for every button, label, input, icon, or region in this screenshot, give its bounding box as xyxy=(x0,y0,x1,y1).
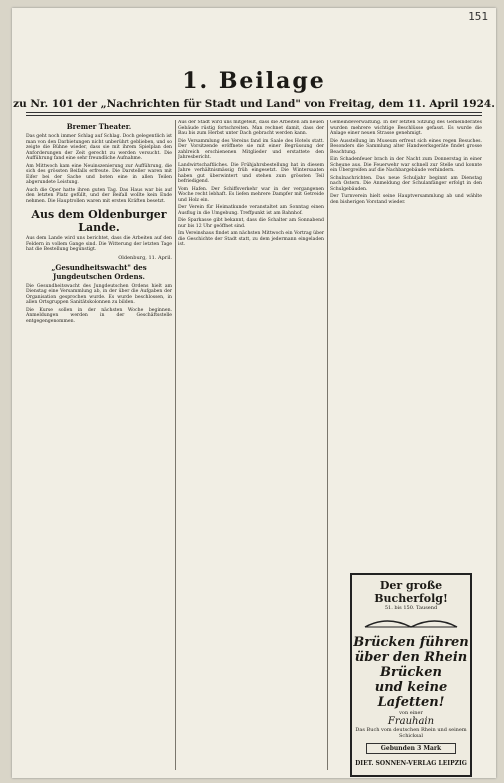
article-paragraph: Der Turnverein hielt seine Hauptversammlung ab und wählte den bisherigen Vorstand wieder. xyxy=(330,194,482,205)
section-heading: Aus dem Oldenburger Lande. xyxy=(31,208,167,234)
article-paragraph: Die Sparkasse gibt bekannt, dass die Schalter am Sonnabend nur bis 12 Uhr geöffnet sind. xyxy=(178,218,324,229)
dateline: Oldenburg, 11. April. xyxy=(118,254,172,261)
article-paragraph: Der Verein für Heimatkunde veranstaltet am Sonntag einen Ausflug in die Umgebung. Treffpunkt ist am Bahnhof. xyxy=(178,205,324,216)
header-rule-bottom xyxy=(26,115,482,116)
newspaper-page xyxy=(12,8,496,778)
article-paragraph: Ein Schadenfeuer brach in der Nacht zum Donnerstag in einer Scheune aus. Die Feuerwehr war schnell zur Stelle und konnte ein Übergreifen auf die Nachbargebäude verhindern. xyxy=(330,157,482,173)
article-paragraph: Die Ausstellung im Museum erfreut sich eines regen Besuches. Besonders die Sammlung alter Handwerksgeräte findet grosse Beachtung. xyxy=(330,138,482,155)
article-paragraph: Im Vereinshaus findet am nächsten Mittwoch ein Vortrag über die Geschichte der Stadt statt, zu dem jedermann eingeladen ist. xyxy=(178,231,324,247)
column-2 xyxy=(178,120,324,770)
column-divider xyxy=(327,120,328,770)
ad-publisher: DIET. SONNEN-VERLAG LEIPZIG xyxy=(355,760,467,767)
article-paragraph: Aus der Stadt wird uns mitgeteilt, dass die Arbeiten am neuen Gebäude rüstig fortschreiten. Man rechnet damit, dass der Bau bis zum Herbst unter Dach gebracht werden kann. xyxy=(178,120,324,136)
article-paragraph: Gemeindeverwaltung. In der letzten Sitzung des Gemeinderates wurden mehrere wichtige Beschlüsse gefasst. Es wurde die Anlage einer neuen Strasse genehmigt. xyxy=(330,120,482,136)
article-paragraph: Landwirtschaftliches. Die Frühjahrsbestellung hat in diesem Jahre verhältnismässig früh eingesetzt. Die Wintersaaten haben gut überwintert und stehen zum grössten Teil befriedigend. xyxy=(178,162,324,184)
ad-edition: 51. bis 150. Tausend xyxy=(384,605,438,611)
article-paragraph: Am Mittwoch kam eine Neuinszenierung zur Aufführung, die sich des grössten Beifalls erfreute. Die Darsteller waren mit Eifer bei der Sache und boten eine in allen Teilen abgerundete Leistung. xyxy=(26,163,172,185)
article-heading: „Gesundheitswacht" des Jungdeutschen Ordens. xyxy=(51,262,147,281)
page-number: 151 xyxy=(468,10,488,23)
article-paragraph: Auch die Oper hatte ihren guten Tag. Das Haus war bis auf den letzten Platz gefüllt, und der Beifall wollte kein Ende nehmen. Die Hauptrollen waren mit ersten Kräften besetzt. xyxy=(26,187,172,204)
article-heading: Bremer Theater. xyxy=(66,122,132,131)
column-divider xyxy=(175,120,176,770)
ad-headline: Der große Bucherfolg! xyxy=(374,579,448,605)
article-paragraph: Vom Hafen. Der Schiffsverkehr war in der vergangenen Woche recht lebhaft. Es liefen mehrere Dampfer mit Getreide und Holz ein. xyxy=(178,186,324,203)
bridge-icon xyxy=(363,615,459,629)
article-paragraph: Die Gesundheitswacht des Jungdeutschen Ordens hielt am Dienstag eine Versammlung ab, in der über die Aufgaben der Organisation gesprochen wurde. Es wurde beschlossen, in allen Ortsgruppen Sanitätskolonnen zu bilden. xyxy=(26,283,172,305)
ad-by: von einer xyxy=(399,710,423,716)
ad-blurb: Das Buch vom deutschen Rhein und seinem Schicksal xyxy=(355,727,467,739)
supplement-title: 1. Beilage xyxy=(182,68,326,94)
article-paragraph: Die Kurse sollen in der nächsten Woche beginnen. Anmeldungen werden in der Geschäftsstelle entgegengenommen. xyxy=(26,307,172,324)
ad-author: Frauhain xyxy=(387,716,435,727)
column-1 xyxy=(26,120,172,770)
article-paragraph: Aus dem Lande wird uns berichtet, dass die Arbeiten auf den Feldern in vollem Gange sind. Die Witterung der letzten Tage hat die Bestellung begünstigt. xyxy=(26,236,172,252)
page-header xyxy=(12,68,496,110)
header-rule-top xyxy=(26,112,482,113)
article-paragraph: Die Versammlung des Vereins fand im Saale des Hotels statt. Der Vorsitzende eröffnete sie mit einer Begrüssung der zahlreich erschienenen Mitglieder und erstattete den Jahresbericht. xyxy=(178,138,324,160)
ad-price: Gebunden 3 Mark xyxy=(366,743,456,754)
ad-book-title: Brücken führen über den Rhein Brücken und keine Lafetten! xyxy=(353,635,469,710)
article-paragraph: Schulnachrichten. Das neue Schuljahr beginnt am Dienstag nach Ostern. Die Anmeldung der Schulanfänger erfolgt in den Schulgebäuden. xyxy=(330,175,482,192)
supplement-subtitle: zu Nr. 101 der „Nachrichten für Stadt und Land" von Freitag, dem 11. April 1924. xyxy=(13,98,495,110)
book-advertisement xyxy=(350,573,472,777)
article-paragraph: Das geht noch immer Schlag auf Schlag. Doch gelegentlich ist man von den Darbietungen nicht unberührt geblieben, und so zeigte die Bühne wieder, dass sie mit ihrem Spielplan den Anforderungen der Zeit gerecht zu werden versucht. Die Aufführung fand eine sehr freundliche Aufnahme. xyxy=(26,134,172,161)
